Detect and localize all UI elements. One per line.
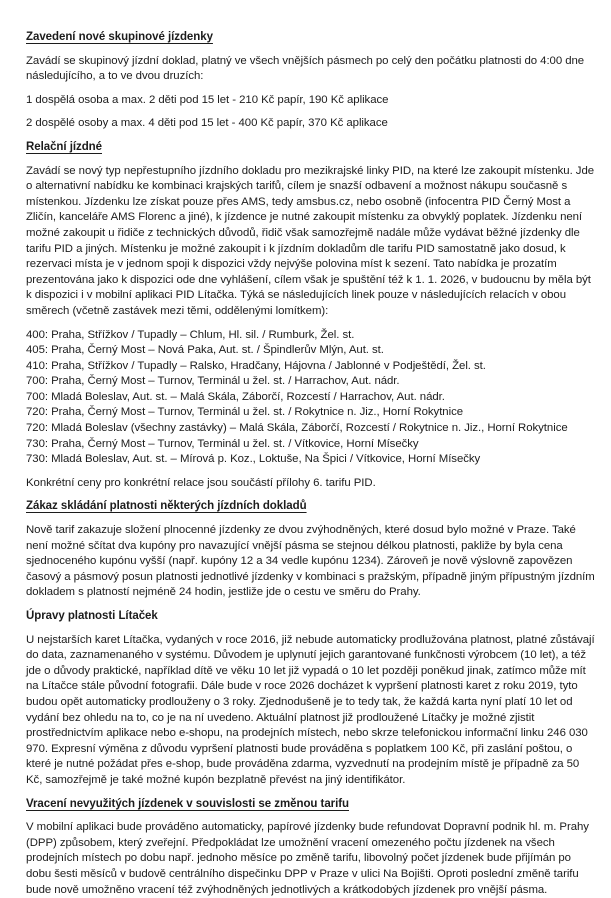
route-line: 700: Praha, Černý Most – Turnov, Terminál u žel. st. / Harrachov, Aut. nádr. [26,375,400,388]
section-validity-stacking-ban [26,499,597,601]
route-line: 410: Praha, Střížkov / Tupadly – Ralsko, Hradčany, Hájovna / Jablonné v Podještědí, Žel. st. [26,359,486,372]
route-line: 400: Praha, Střížkov / Tupadly – Chlum, Hl. sil. / Rumburk, Žel. st. [26,328,355,341]
section-heading: Vracení nevyužitých jízdenek v souvislosti se změnou tarifu [26,797,349,810]
section-ticket-refunds [26,797,597,898]
paragraph: V mobilní aplikaci bude prováděno automaticky, papírové jízdenky bude refundovat Dopravní podnik hl. m. Prahy (DPP) způsobem, který zveřejní. Předpokládat lze umožnění vracení omezeného počtu jízdenek na všech prodejních místech po dobu např. jednoho měsíce po změně tarifu, libovolný počet jízdenek bude přijímán po dobu šesti měsíců v budově centrálního dispečinku DPP v Praze v ulici Na Bojišti. Oproti poslední změně tarifu bude nově umožněno vracení též zvýhodněných jednotlivých a krátkodobých jízdenek pro vnější pásma. [26,821,589,896]
section-relational-fare [26,140,597,491]
paragraph: U nejstarších karet Lítačka, vydaných v roce 2016, již nebude automaticky prodlužována platnost, platné zůstávají do data, zaznamenaného v systému. Důvodem je uplynutí jejich garantované funkčnosti výrobcem (10 let), a též jde o důvody praktické, například dítě ve věku 10 let již vypadá o 10 let později poněkud jinak, zatímco může mít na Lítačce stále původní fotografii. Dále bude v roce 2026 docházet k vypršení platnosti karet z roku 2019, tyto budou opět automaticky prodlouženy o 3 roky. Zjednodušeně je to tedy tak, že každá karta nyní platí 10 let od vydání bez ohledu na to, co je na ní uvedeno. Aktuální platnost již prodloužené Lítačky je možné zjistit prostřednictvím aplikace nebo e-shopu, na prodejních místech, nebo skrze telefonickou informační linku 246 030 970. Expresní výměna z důvodu vypršení platnosti bude prováděna s poplatkem 100 Kč, při zaslání poštou, o které je nutné požádat přes e-shop, bude prováděna zdarma, vyzvednutí na prodejním místě je případně za 50 Kč, samozřejmě je také možné kupón bezplatně převést na jiný identifikátor. [26,633,595,786]
route-line: 405: Praha, Černý Most – Nová Paka, Aut. st. / Špindlerův Mlýn, Aut. st. [26,344,384,357]
section-heading: Úpravy platnosti Lítaček [26,610,158,622]
paragraph: Zavádí se skupinový jízdní doklad, platný ve všech vnějších pásmech po celý den počátku platnosti do 4:00 dne následujícího, a to ve dvou druzích: [26,54,585,83]
route-line: 720: Praha, Černý Most – Turnov, Terminál u žel. st. / Rokytnice n. Jiz., Horní Rokytnice [26,406,464,419]
paragraph: Konkrétní ceny pro konkrétní relace jsou součástí přílohy 6. tarifu PID. [26,476,376,489]
section-heading: Zákaz skládání platnosti některých jízdních dokladů [26,500,307,513]
paragraph: 1 dospělá osoba a max. 2 děti pod 15 let - 210 Kč papír, 190 Kč aplikace [26,93,389,106]
route-line: 700: Mladá Boleslav, Aut. st. – Malá Skála, Záborčí, Rozcestí / Harrachov, Aut. nádr. [26,390,445,403]
paragraph: Zavádí se nový typ nepřestupního jízdního dokladu pro mezikrajské linky PID, na které lze zakoupit místenku. Jde o alternativní nabídku ke kombinaci krajských tarifů, cílem je snazší odbavení a možnost nákupu současně s místenkou. Jízdenku lze získat pouze přes AMS, tedy amsbus.cz, nebo osobně (infocentra PID Černý Most a Zličín, kanceláře AMS Florenc a jiné), k jízdence je nutné zakoupit místenku za obvyklý poplatek. Jízdenku není možné zakoupit u řidiče z technických důvodů, řidič však samozřejmě nadále může vydávat běžné jízdenky dle tarifu PID a jiných. Místenku je možné zakoupit i k jízdním dokladům dle tarifu PID samostatně jako dosud, k rezervaci místa je v jednom spoji k dispozici vždy nejvýše polovina míst k sezení. Tato nabídka je prozatím prezentována jako k dispozici ode dne vyhlášení, cílem však je spuštění též k 1. 1. 2026, v budoucnu by měla být k dispozici i v mobilní aplikaci PID Lítačka. Týká se následujících linek pouze v následujících relacích v obou směrech (včetně zastávek mezi těmi, oddělenými lomítkem): [26,164,595,317]
paragraph: 2 dospělé osoby a max. 4 děti pod 15 let - 400 Kč papír, 370 Kč aplikace [26,117,388,130]
section-litacka-validity [26,609,597,789]
paragraph: Nově tarif zakazuje složení plnocenné jízdenky ze dvou zvýhodněných, které dosud bylo možné v Praze. Také není možné sčítat dva kupóny pro navazující vnější pásma se stejnou délkou platnosti, pakliže by byla cena sjednoceného kupónu vyšší (např. kupóny 12 a 34 vedle kupónu 1234). Zároveň je nově výslovně zapovězen časový a pásmový posun platnosti jednotlivé jízdenky v kombinaci s pražským, případně jiným přípustným jízdním dokladem s platností nejméně 24 hodin, jestliže jde o cestu ve směru do Prahy. [26,524,595,599]
route-line: 730: Praha, Černý Most – Turnov, Terminál u žel. st. / Vítkovice, Horní Mísečky [26,437,419,450]
route-line: 730: Mladá Boleslav, Aut. st. – Mírová p. Koz., Loktuše, Na Špici / Vítkovice, Horní Mísečky [26,453,481,466]
section-heading: Relační jízdné [26,140,102,153]
section-heading: Zavedení nové skupinové jízdenky [26,31,213,43]
section-group-ticket [26,30,597,132]
route-line: 720: Mladá Boleslav (všechny zastávky) – Malá Skála, Záborčí, Rozcestí / Rokytnice n. Jiz., Horní Rokytnice [26,422,568,435]
route-list [26,328,597,468]
